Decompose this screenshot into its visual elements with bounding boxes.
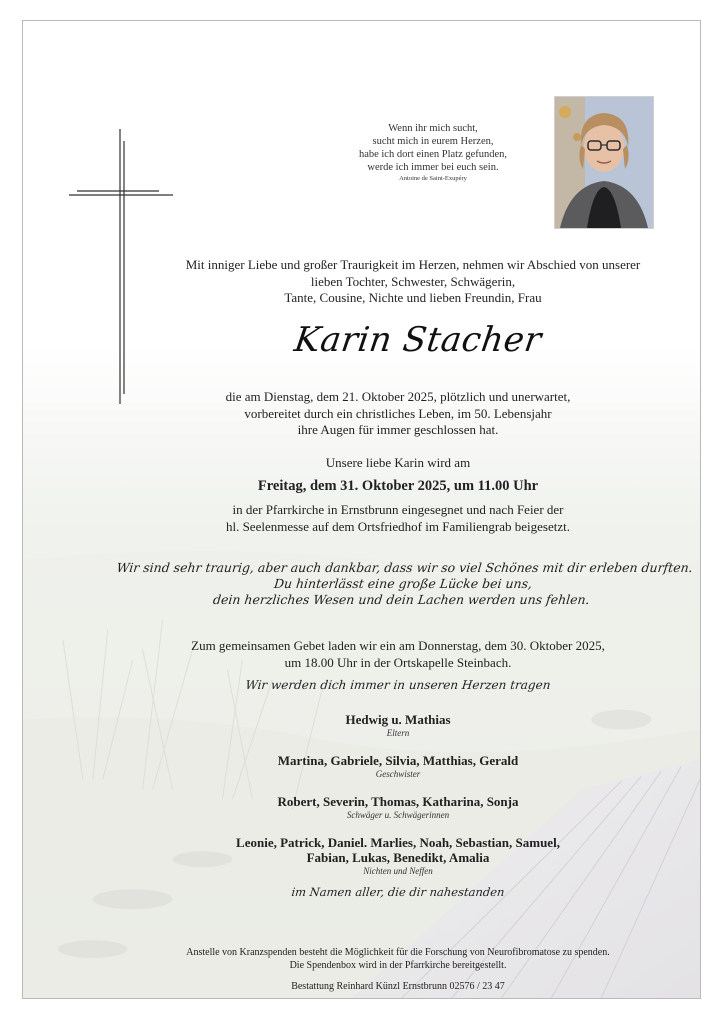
quote-block [323, 122, 543, 184]
hearts-line: Wir werden dich immer in unseren Herzen tragen [244, 678, 552, 692]
intro-line: Tante, Cousine, Nichte und lieben Freundin, Frau [284, 290, 542, 305]
quote-line: Wenn ihr mich sucht, [388, 123, 478, 134]
poem-line: Wir sind sehr traurig, aber auch dankbar, dass wir so viel Schönes mit dir erleben durften. [115, 560, 694, 575]
family-group-siblings [143, 753, 653, 780]
death-text [173, 389, 623, 439]
prayer-line: um 18.00 Uhr in der Ortskapelle Steinbach. [284, 654, 512, 670]
family-names: Fabian, Lukas, Benedikt, Amalia [306, 850, 490, 865]
intro-line: lieben Tochter, Schwester, Schwägerin, [310, 273, 516, 289]
obituary-page [22, 20, 701, 999]
death-line: ihre Augen für immer geschlossen hat. [297, 422, 499, 437]
family-relation: Nichten und Neffen [363, 866, 433, 876]
intro-line: Mit inniger Liebe und großer Traurigkeit im Herzen, nehmen wir Abschied von unserer [185, 257, 641, 272]
family-group-in-laws [143, 794, 653, 821]
funeral-date: Freitag, dem 31. Oktober 2025, um 11.00 Uhr [257, 478, 539, 494]
family-relation: Geschwister [375, 769, 421, 779]
donation-note-line: Die Spendenbox wird in der Pfarrkirche bereitgestellt. [289, 959, 507, 971]
family-names: Leonie, Patrick, Daniel. Marlies, Noah, Sebastian, Samuel, [236, 835, 560, 850]
prayer-line: Zum gemeinsamen Gebet laden wir ein am Donnerstag, dem 30. Oktober 2025, [191, 638, 605, 653]
quote-author: Antoine de Saint-Exupéry [399, 175, 467, 182]
family-relation: Schwäger u. Schwägerinnen [346, 810, 450, 820]
undertaker-info: Bestattung Reinhard Künzl Ernstbrunn 02576 / 23 47 [291, 981, 505, 992]
family-group-parents [143, 712, 653, 739]
funeral-place [143, 502, 653, 535]
funeral-place-line: hl. Seelenmesse auf dem Ortsfriedhof im Familiengrab beigesetzt. [225, 518, 571, 534]
funeral-place-line: in der Pfarrkirche in Ernstbrunn eingesegnet und nach Feier der [232, 502, 564, 517]
family-names: Hedwig u. Mathias [345, 712, 451, 727]
family-group-nieces-nephews [143, 835, 653, 877]
funeral-intro: Unsere liebe Karin wird am [325, 455, 471, 470]
prayer-text [143, 638, 653, 671]
quote-line: habe ich dort einen Platz gefunden, [358, 149, 508, 160]
intro-text [143, 257, 683, 307]
poem-text [100, 560, 701, 608]
quote-line: werde ich immer bei euch sein. [367, 162, 499, 173]
family-names: Martina, Gabriele, Silvia, Matthias, Gerald [277, 753, 519, 768]
family-relation: Eltern [386, 728, 410, 738]
poem-line: Du hinterlässt eine große Lücke bei uns, [273, 576, 533, 591]
deceased-name: Karin Stacher [291, 320, 545, 360]
closing-line: im Namen aller, die dir nahestanden [290, 885, 506, 899]
poem-line: dein herzliches Wesen und dein Lachen werden uns fehlen. [212, 592, 591, 607]
family-names: Robert, Severin, Thomas, Katharina, Sonja [277, 794, 519, 809]
death-line: die am Dienstag, dem 21. Oktober 2025, plötzlich und unerwartet, [225, 389, 571, 404]
donation-note [113, 947, 683, 972]
donation-note-line: Anstelle von Kranzspenden besteht die Möglichkeit für die Forschung von Neurofibromatose zu spenden. [186, 947, 610, 958]
portrait-photo [554, 96, 654, 229]
quote-line: sucht mich in eurem Herzen, [372, 136, 494, 147]
death-line: vorbereitet durch ein christliches Leben, im 50. Lebensjahr [244, 405, 552, 421]
